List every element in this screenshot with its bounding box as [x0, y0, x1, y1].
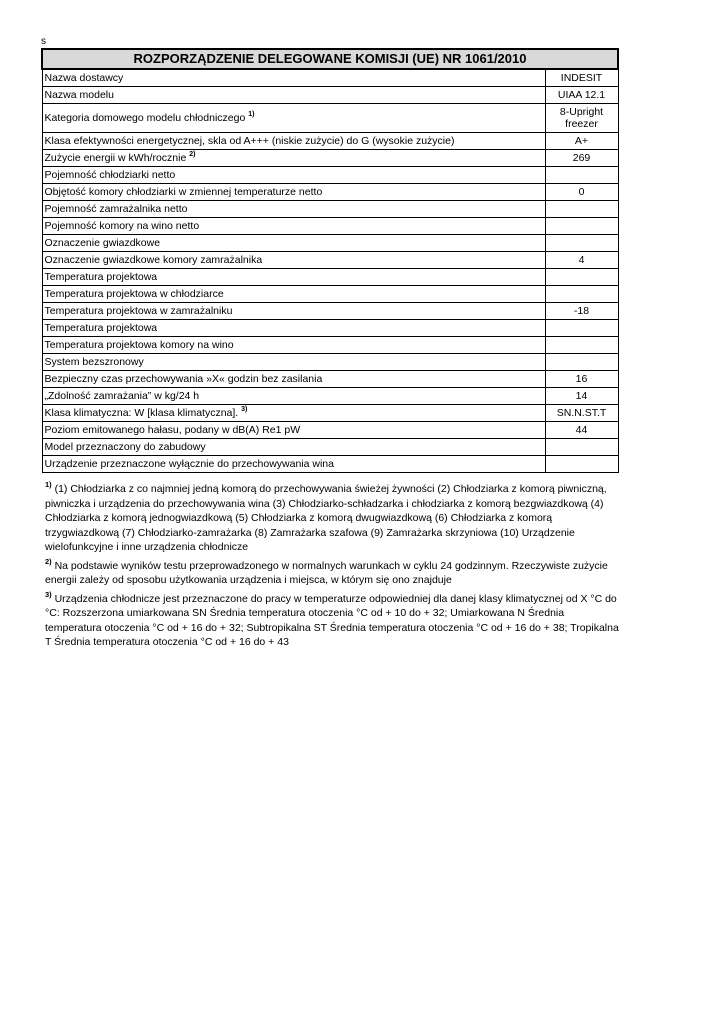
table-row	[42, 235, 618, 252]
table-row	[42, 201, 618, 218]
row-value	[545, 218, 618, 235]
row-value: UIAA 12.1	[545, 87, 618, 104]
row-label-text: Klasa klimatyczna: W [klasa klimatyczna].	[44, 407, 239, 419]
footnote-text: (1) Chłodziarka z co najmniej jedną komorą do przechowywania świeżej żywności (2) Chłodziarka z komorą piwniczną, piwniczka i urządzenia do przechowywania wina (3) Chłodziarko-schładzarka i chłodziarka z komorą bezgwiazdkową (4) Chłodziarka z komorą jednogwiazdkową (5) Chłodziarka z komorą dwugwiazdkową (6) Chłodziarka z komorą trzygwiazdkową (7) Chłodziarko-zamrażarka (8) Zamrażarka szafowa (9) Zamrażarka skrzyniowa (10) Urządzenie wielofunkcyjne i inne urządzenia chłodnicze	[45, 483, 607, 553]
table-row	[42, 337, 618, 354]
table-row	[42, 269, 618, 286]
row-label-text: Nazwa modelu	[44, 89, 114, 101]
row-label	[42, 87, 545, 104]
row-value	[545, 201, 618, 218]
table-row	[42, 354, 618, 371]
row-label	[42, 167, 545, 184]
corner-mark: s	[41, 36, 46, 47]
row-label	[42, 201, 545, 218]
row-label	[42, 133, 545, 150]
row-value	[545, 269, 618, 286]
row-label-text: Poziom emitowanego hałasu, podany w dB(A) Re1 pW	[44, 424, 301, 436]
table-title-row	[42, 49, 618, 69]
table-row	[42, 456, 618, 473]
row-value: 0	[545, 184, 618, 201]
row-label	[42, 252, 545, 269]
row-value	[545, 286, 618, 303]
footnote-ref: 3)	[241, 406, 248, 413]
row-label-text: Oznaczenie gwiazdkowe komory zamrażalnika	[44, 254, 263, 266]
row-label-text: Oznaczenie gwiazdkowe	[44, 237, 161, 249]
table-row	[42, 422, 618, 439]
row-label	[42, 388, 545, 405]
row-value	[545, 337, 618, 354]
row-value	[545, 167, 618, 184]
row-value	[545, 456, 618, 473]
table-row	[42, 69, 618, 87]
row-value: A+	[545, 133, 618, 150]
table-row	[42, 371, 618, 388]
row-label-text: Temperatura projektowa w chłodziarce	[44, 288, 224, 300]
row-label	[42, 354, 545, 371]
table-row	[42, 87, 618, 104]
table-row	[42, 439, 618, 456]
row-label-text: Zużycie energii w kWh/rocznie	[44, 152, 187, 164]
row-label-text: Pojemność zamrażalnika netto	[44, 203, 188, 215]
row-value	[545, 235, 618, 252]
row-label-text: „Zdolność zamrażania” w kg/24 h	[44, 390, 200, 402]
row-label	[42, 269, 545, 286]
table-row	[42, 104, 618, 133]
footnote-ref: 2)	[189, 151, 196, 158]
footnote-text: Urządzenia chłodnicze jest przeznaczone do pracy w temperaturze odpowiedniej dla danej klasy klimatycznej od X °C do °C: Rozszerzona umiarkowana SN Średnia temperatura otoczenia °C od + 10 do + 32; Umiarkowana N Średnia temperatura otoczenia °C od + 16 do + 32; Subtropikalna ST Średnia temperatura otoczenia °C od + 16 do + 38; Tropikalna T Średnia temperatura otoczenia °C od + 16 do + 43	[45, 592, 619, 648]
table-title: ROZPORZĄDZENIE DELEGOWANE KOMISJI (UE) NR 1061/2010	[42, 49, 618, 69]
row-label-text: Pojemność komory na wino netto	[44, 220, 200, 232]
row-label	[42, 371, 545, 388]
row-label-text: Klasa efektywności energetycznej, skla od A+++ (niskie zużycie) do G (wysokie zużycie)	[44, 135, 455, 147]
table-row	[42, 150, 618, 167]
row-label	[42, 337, 545, 354]
footnote-text: Na podstawie wyników testu przeprowadzonego w normalnych warunkach w cyklu 24 godzinnym. Rzeczywiste zużycie energii zależy od sposobu użytkowania urządzenia i miejsca, w którym się ono znajduje	[45, 559, 608, 586]
row-label-text: Objętość komory chłodziarki w zmiennej temperaturze netto	[44, 186, 323, 198]
product-fiche-table	[41, 48, 619, 473]
footnote	[45, 556, 620, 588]
footnote-mark: 1)	[45, 480, 52, 489]
row-label	[42, 303, 545, 320]
row-label	[42, 286, 545, 303]
row-label	[42, 320, 545, 337]
row-label-text: Temperatura projektowa	[44, 271, 158, 283]
table-row	[42, 388, 618, 405]
table-row	[42, 286, 618, 303]
row-label-text: System bezszronowy	[44, 356, 144, 368]
row-label	[42, 104, 545, 133]
footnote-ref: 1)	[248, 111, 255, 118]
table-row	[42, 184, 618, 201]
table-row	[42, 303, 618, 320]
row-label	[42, 439, 545, 456]
row-value: INDESIT	[545, 69, 618, 87]
row-label-text: Model przeznaczony do zabudowy	[44, 441, 206, 453]
row-label-text: Temperatura projektowa komory na wino	[44, 339, 234, 351]
table-row	[42, 252, 618, 269]
table-row	[42, 405, 618, 422]
row-label-text: Urządzenie przeznaczone wyłącznie do przechowywania wina	[44, 458, 334, 470]
footnote-mark: 2)	[45, 556, 52, 566]
row-label	[42, 235, 545, 252]
row-value	[545, 320, 618, 337]
row-value: -18	[545, 303, 618, 320]
row-label	[42, 69, 545, 87]
row-label-text: Bezpieczny czas przechowywania »X« godzin bez zasilania	[44, 373, 323, 385]
table-row	[42, 167, 618, 184]
row-value: SN.N.ST.T	[545, 405, 618, 422]
row-value: 44	[545, 422, 618, 439]
row-label	[42, 184, 545, 201]
row-value	[545, 354, 618, 371]
row-label	[42, 456, 545, 473]
row-label-text: Nazwa dostawcy	[44, 72, 124, 84]
row-value: 269	[545, 150, 618, 167]
row-value: 14	[545, 388, 618, 405]
row-label	[42, 422, 545, 439]
table-row	[42, 320, 618, 337]
row-label	[42, 405, 545, 422]
row-value: 16	[545, 371, 618, 388]
row-value: 4	[545, 252, 618, 269]
row-label	[42, 150, 545, 167]
row-value: 8-Upright freezer	[545, 104, 618, 133]
row-label-text: Temperatura projektowa	[44, 322, 158, 334]
table-row	[42, 133, 618, 150]
row-label-text: Pojemność chłodziarki netto	[44, 169, 176, 181]
table-row	[42, 218, 618, 235]
row-label	[42, 218, 545, 235]
footnotes	[45, 482, 620, 654]
row-label-text: Temperatura projektowa w zamrażalniku	[44, 305, 233, 317]
row-value	[545, 439, 618, 456]
row-label-text: Kategoria domowego modelu chłodniczego	[44, 112, 246, 124]
footnote-mark: 3)	[45, 589, 52, 599]
footnote	[45, 589, 620, 650]
footnote	[45, 482, 620, 555]
